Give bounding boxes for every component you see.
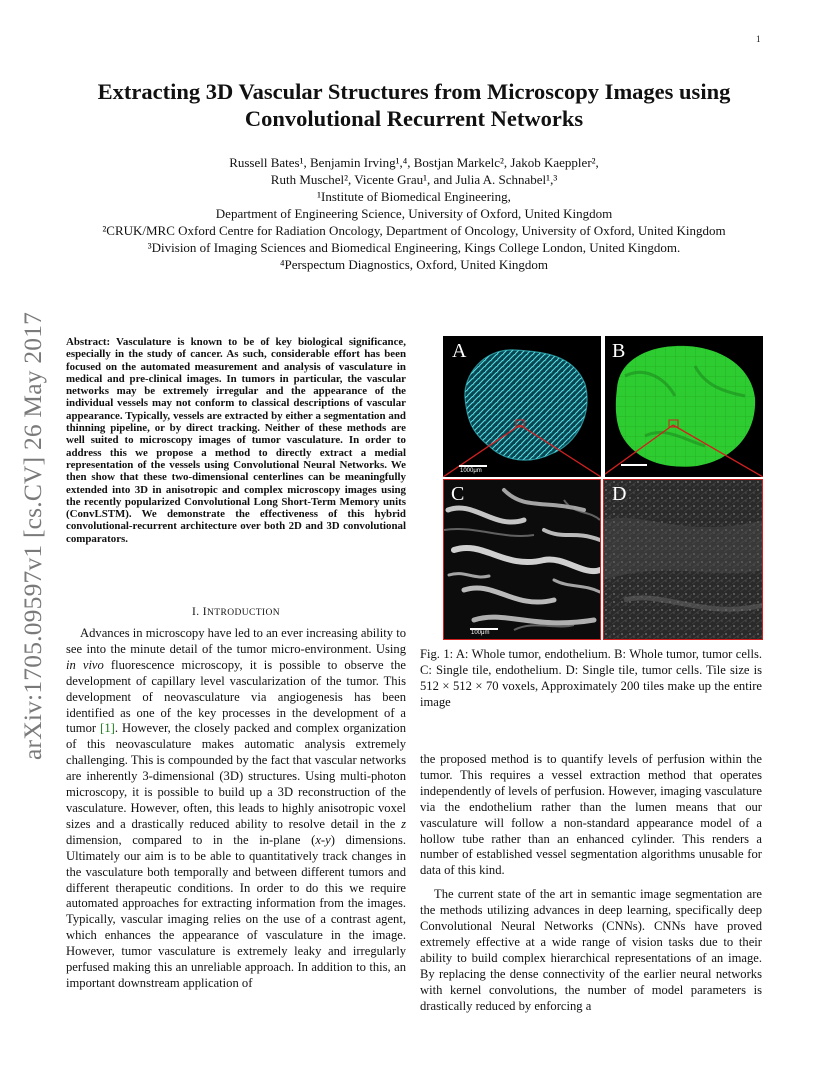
author-line-2: Ruth Muschel², Vicente Grau¹, and Julia A. Schnabel¹,³ (270, 172, 558, 187)
affiliation-3: ³Division of Imaging Sciences and Biomedical Engineering, Kings College London, United Kingdom. (147, 240, 681, 255)
right-column (420, 752, 762, 1015)
text-run: dimension, compared to in the in-plane ( (66, 832, 316, 847)
scale-label-c: 100μm (471, 630, 490, 636)
arxiv-watermark: arXiv:1705.09597v1 [cs.CV] 26 May 2017 (18, 311, 47, 760)
endothelium-whole-image (443, 336, 601, 477)
endothelium-tile-image (444, 480, 601, 640)
affiliation-1a: ¹Institute of Biomedical Engineering, (317, 189, 511, 204)
author-line-1: Russell Bates¹, Benjamin Irving¹,⁴, Bostjan Markelc², Jakob Kaeppler², (229, 155, 599, 170)
emphasis: z (401, 816, 406, 831)
paper-title: Extracting 3D Vascular Structures from Microscopy Images using Convolutional Recurrent Networks (97, 79, 731, 131)
text-run: ) dimensions. Ultimately our aim is to be able to quantitatively track changes in the vasculature both temporally and between different tumors and different therapeutic conditions. In order to do this we require automated approaches for extracting information from the images. Typically, vascular imaging relies on the use of a contrast agent, which enhances the appearance of vasculature in the image. However, tumor vasculature is extremely leaky and irregularly perfused making this an unreliable approach. In addition to this, an important downstream application of (66, 832, 407, 990)
scale-label-a: 1000μm (460, 468, 482, 474)
emphasis: in vivo (66, 657, 104, 672)
panel-label-d: D (612, 483, 627, 505)
section-number: I. (191, 606, 200, 618)
scale-bar (459, 465, 487, 467)
section-rest: NTRODUCTION (207, 608, 281, 618)
paragraph: The current state of the art in semantic image segmentation are the methods utilizing advances in deep learning, specifically deep Convolutional Neural Networks (CNNs). CNNs have proved extremely effective at a wide range of vision tasks due to their ability to build complex hierarchical representations of an image. By replacing the dense connectivity of the earlier neural networks with kernel convolutions, the number of model parameters is drastically reduced by enforcing a (420, 887, 762, 1013)
tumor-whole-image (605, 336, 763, 477)
figure-1 (443, 336, 763, 640)
page-number: 1 (756, 34, 761, 44)
tumor-tile-image (604, 480, 763, 640)
panel-label-a: A (452, 340, 467, 362)
affiliation-4: ⁴Perspectum Diagnostics, Oxford, United Kingdom (279, 257, 549, 272)
section-heading (66, 606, 406, 618)
text-run: fluorescence microscopy, it is possible to observe the development of capillary level vascularization of the tumor. This development of neovasculature via angiogenesis has been identified as one of the key processes in the development of a tumor (66, 657, 406, 736)
figure-caption: Fig. 1: A: Whole tumor, endothelium. B: Whole tumor, tumor cells. C: Single tile, endothelium. D: Single tile, tumor cells. Tile size is 512 × 512 × 70 voxels, Approximately 200 tiles make up the entire image (420, 647, 762, 709)
affiliation-2: ²CRUK/MRC Oxford Centre for Radiation Oncology, Department of Oncology, University of Oxford, United Kingdom (102, 223, 726, 238)
affiliation-1b: Department of Engineering Science, University of Oxford, United Kingdom (215, 206, 613, 221)
panel-b (605, 336, 763, 477)
panel-d (603, 479, 763, 640)
panel-c (443, 479, 601, 640)
panel-a (443, 336, 601, 477)
panel-label-b: B (612, 340, 626, 362)
paragraph: the proposed method is to quantify levels of perfusion within the tumor. This requires a vessel extraction method that operates independently of levels of perfusion. However, imaging vasculature via the endothelium rather than the lumen means that our vasculature will follow a non-standard appearance model of a hollow tube rather than an enhanced cylinder. This renders a number of established vessel segmentation algorithms unusable for data of this kind. (420, 752, 762, 878)
intro-paragraph (66, 626, 406, 992)
section-initial: I (202, 606, 207, 618)
text-run: Advances in microscopy have led to an ever increasing ability to see into the minute detail of the tumor micro-environment. Using (66, 626, 406, 656)
panel-label-c: C (451, 483, 465, 505)
author-block (60, 154, 768, 273)
scale-bar (621, 464, 647, 466)
abstract: Abstract: Vasculature is known to be of key biological significance, especially in the study of cancer. As such, considerable effort has been focused on the automated measurement and analysis of vasculature in medical and pre-clinical images. In tumors in particular, the vascular networks may be extremely irregular and the appearance of the individual vessels may not conform to classical descriptions of vascular appearance. Typically, vessels are extracted by either a segmentation and thinning pipeline, or by direct tracking. Neither of these methods are well suited to microscopy images of tumor vasculature. In order to address this we propose a method to directly extract a medial representation of the vessels using Convolutional Neural Networks. We then show that these two-dimensional centerlines can be meaningfully extended into 3D in anisotropic and complex microscopy images using the recently popularized Convolutional Long Short-Term Memory units (ConvLSTM). We demonstrate the effectiveness of this hybrid convolutional-recurrent architecture over both 2D and 3D convolutional comparators. (66, 336, 406, 545)
intro-column (66, 626, 406, 992)
emphasis: x-y (315, 832, 331, 847)
text-run: . However, the closely packed and complex organization of this neovasculature makes automatic analysis extremely challenging. This is compounded by the fact that vascular networks are inherently 3-dimensional (3D) structures. Using multi-photon microscopy, it is possible to build up a 3D reconstruction of the vasculature. However, often, this leads to highly anisotropic voxel sizes and a drastically reduced ability to resolve detail in the (66, 721, 406, 831)
citation-link[interactable]: [1] (100, 721, 115, 736)
